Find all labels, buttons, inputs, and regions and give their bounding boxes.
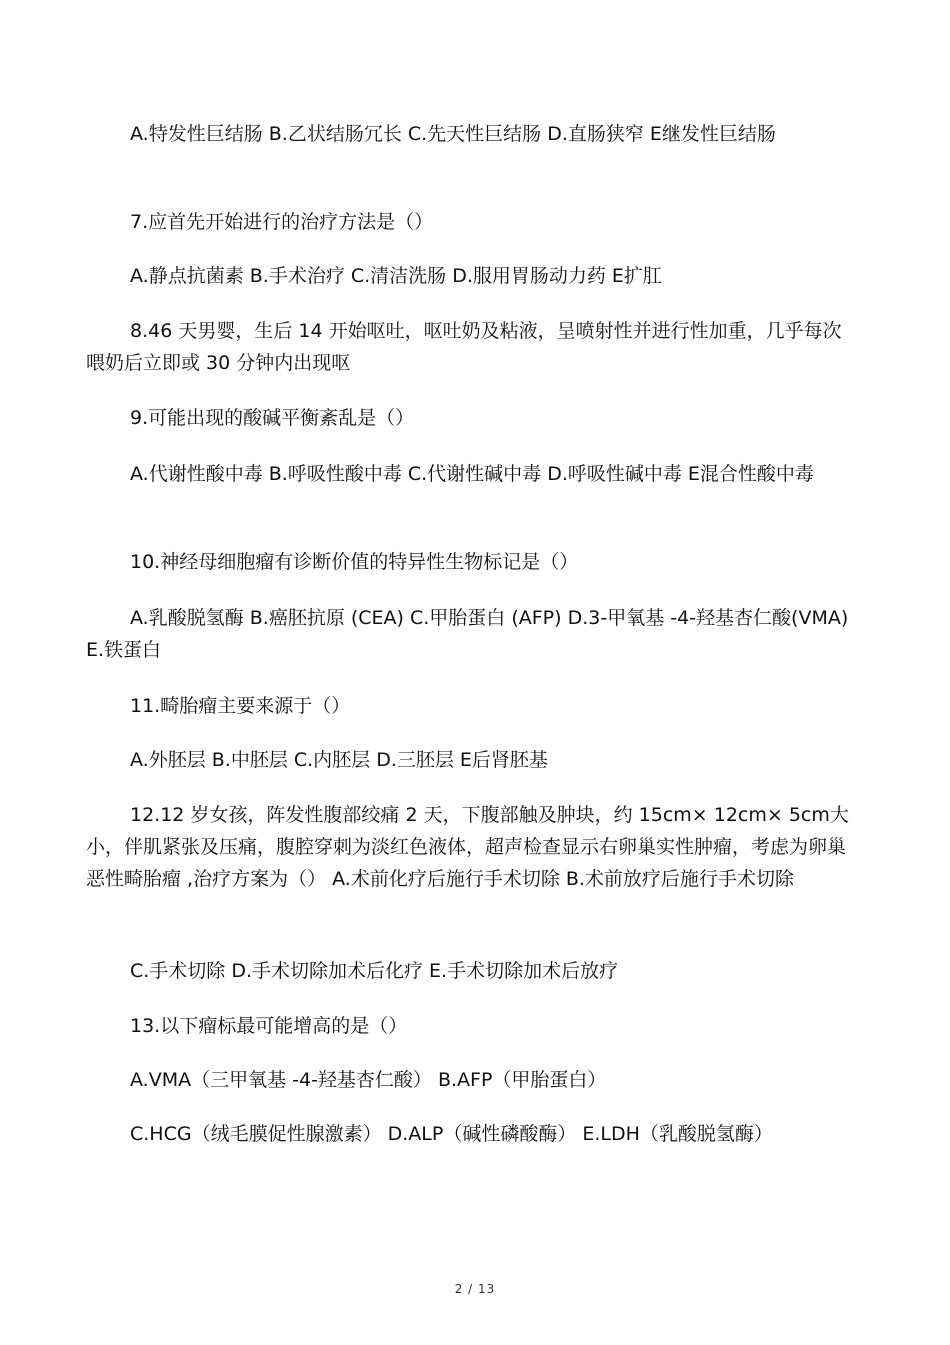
answer-options-q10: A.乳酸脱氢酶 B.癌胚抗原 (CEA) C.甲胎蛋白 (AFP) D.3-甲氧基 -4-羟基杏仁酸(VMA) E.铁蛋白	[86, 607, 849, 661]
answer-options-q9: A.代谢性酸中毒 B.呼吸性酸中毒 C.代谢性碱中毒 D.呼吸性碱中毒 E混合性酸中毒	[130, 463, 814, 485]
page-number: 2 / 13	[454, 1282, 496, 1296]
answer-options-q11: A.外胚层 B.中胚层 C.内胚层 D.三胚层 E后肾胚基	[130, 749, 548, 771]
question-10: 10.神经母细胞瘤有诊断价值的特异性生物标记是（）	[130, 551, 579, 573]
answer-options-q7: A.静点抗菌素 B.手术治疗 C.清洁洗肠 D.服用胃肠动力药 E扩肛	[130, 265, 662, 287]
question-7: 7.应首先开始进行的治疗方法是（）	[130, 211, 434, 233]
question-13: 13.以下瘤标最可能增高的是（）	[130, 1015, 408, 1037]
question-11: 11.畸胎瘤主要来源于（）	[130, 695, 351, 717]
answer-options-q13-row2: C.HCG（绒毛膜促性腺激素） D.ALP（碱性磷酸酶） E.LDH（乳酸脱氢酶）	[130, 1123, 773, 1145]
case-stem-q8: 8.46 天男婴，生后 14 开始呕吐，呕吐奶及粘液，呈喷射性并进行性加重，几乎每次喂奶后立即或 30 分钟内出现呕	[86, 320, 842, 374]
answer-options-q12: C.手术切除 D.手术切除加术后化疗 E.手术切除加术后放疗	[130, 960, 619, 982]
question-12: 12.12 岁女孩，阵发性腹部绞痛 2 天，下腹部触及肿块，约 15cm× 12cm× 5cm大小，伴肌紧张及压痛，腹腔穿刺为淡红色液体，超声检查显示右卵巢实性肿瘤，考虑为卵巢恶性畸胎瘤 ,治疗方案为（） A.术前化疗后施行手术切除 B.术前放疗后施行手术切除	[86, 804, 849, 890]
answer-options-q6: A.特发性巨结肠 B.乙状结肠冗长 C.先天性巨结肠 D.直肠狭窄 E继发性巨结肠	[130, 123, 776, 145]
answer-options-q13-row1: A.VMA（三甲氧基 -4-羟基杏仁酸） B.AFP（甲胎蛋白）	[130, 1069, 607, 1091]
question-9: 9.可能出现的酸碱平衡紊乱是（）	[130, 407, 415, 429]
